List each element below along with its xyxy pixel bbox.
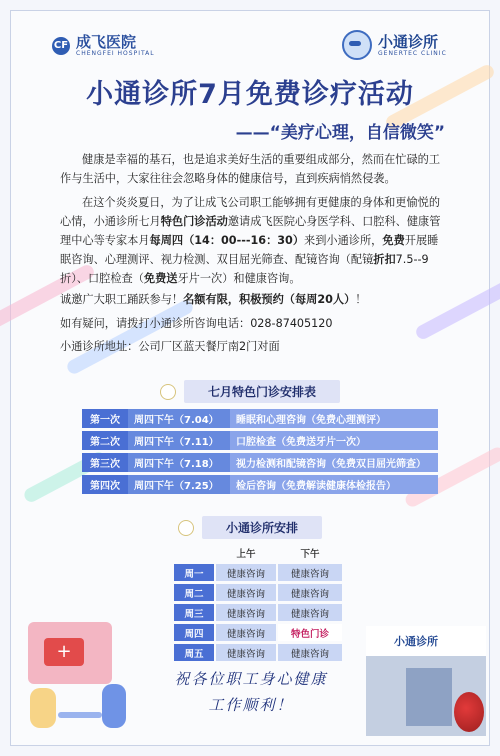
blessing-line-1: 祝各位职工身心健康	[174, 670, 328, 688]
poster-subtitle: ——“美疗心理，自信微笑”	[235, 123, 445, 143]
schedule-round: 第一次	[82, 409, 128, 428]
clinic-day: 周四	[174, 624, 214, 641]
clinic-name: 小通诊所	[378, 32, 439, 51]
clinic-row	[174, 564, 342, 581]
desk-shape	[58, 712, 102, 718]
person-figure	[30, 688, 56, 728]
mascot-icon	[342, 30, 372, 60]
clinic-morning: 健康咨询	[216, 584, 276, 601]
activity-paragraph: 在这个炎炎夏日，为了让成飞公司职工能够拥有更健康的身体和更愉悦的心情，小通诊所七月特色门诊活动邀请成飞医院心身医学科、口腔科、健康管理中心等专家本月每周四（14：00---16：30）来到小通诊所，免费开展睡眠咨询、心理测评、视力检测、双目屈光筛查、配镜咨询（配镜折扣7.5--9折）、口腔检查（免费送牙片一次）和健康咨询。	[60, 196, 441, 285]
photo-signboard: 小通诊所	[366, 626, 486, 656]
schedule-item: 口腔检查（免费送牙片一次）	[230, 431, 438, 450]
schedule-round: 第二次	[82, 431, 128, 450]
morning-header: 上午	[236, 549, 256, 560]
schedule-item: 检后咨询（免费解读健康体检报告）	[230, 475, 438, 494]
schedule-item: 睡眠和心理咨询（免费心理测评）	[230, 409, 438, 428]
clinic-afternoon: 健康咨询	[278, 644, 342, 661]
clinic-morning: 健康咨询	[216, 564, 276, 581]
schedule-heading: 七月特色门诊安排表	[0, 380, 500, 403]
clinic-row	[174, 604, 342, 621]
clinic-table	[172, 542, 344, 664]
intro-paragraph: 健康是幸福的基石，也是追求美好生活的重要组成部分，然而在忙碌的工作与生活中，大家往往会忽略身体的健康信号，直到疾病悄然侵袭。	[60, 153, 441, 185]
afternoon-header: 下午	[300, 549, 320, 560]
schedule-item: 视力检测和配镜咨询（免费双目屈光筛查）	[230, 453, 438, 472]
schedule-table	[82, 406, 438, 497]
clinic-afternoon: 健康咨询	[278, 564, 342, 581]
clinic-row	[174, 584, 342, 601]
clinic-row	[174, 624, 342, 641]
schedule-round: 第四次	[82, 475, 128, 494]
schedule-round: 第三次	[82, 453, 128, 472]
photo-door	[406, 668, 452, 726]
clinic-afternoon: 健康咨询	[278, 604, 342, 621]
flower-icon	[178, 520, 194, 536]
clinic-heading: 小通诊所安排	[0, 516, 500, 539]
clinic-afternoon: 特色门诊	[278, 624, 342, 641]
schedule-row	[82, 431, 438, 450]
schedule-date: 周四下午（7.11）	[128, 431, 230, 450]
chengfei-hospital-logo	[52, 34, 155, 57]
schedule-row	[82, 475, 438, 494]
clinic-morning: 健康咨询	[216, 624, 276, 641]
clinic-morning: 健康咨询	[216, 604, 276, 621]
hospital-name-en: CHENGFEI HOSPITAL	[76, 50, 155, 57]
clinic-logo	[342, 30, 447, 60]
empty-header	[174, 545, 214, 561]
doctor-illustration	[22, 618, 140, 736]
flower-icon	[160, 384, 176, 400]
chengfei-logo-icon: CF	[52, 37, 70, 55]
clinic-afternoon: 健康咨询	[278, 584, 342, 601]
clinic-day: 周二	[174, 584, 214, 601]
clinic-photo	[366, 626, 486, 736]
schedule-date: 周四下午（7.18）	[128, 453, 230, 472]
blessing-line-2: 工作顺利！	[208, 696, 294, 714]
phone-text: 如有疑问，请拨打小通诊所咨询电话：028-87405120	[60, 317, 333, 330]
clinic-day: 周一	[174, 564, 214, 581]
hospital-name: 成飞医院	[76, 33, 137, 51]
poster-title: 小通诊所7月免费诊疗活动	[86, 79, 414, 110]
schedule-row	[82, 453, 438, 472]
clinic-day: 周五	[174, 644, 214, 661]
schedule-row	[82, 409, 438, 428]
schedule-date: 周四下午（7.25）	[128, 475, 230, 494]
clinic-name-en: GENERTEC CLINIC	[378, 49, 447, 57]
clinic-morning: 健康咨询	[216, 644, 276, 661]
clinic-day: 周三	[174, 604, 214, 621]
address-text: 小通诊所地址：公司厂区蓝天餐厅南2门对面	[60, 340, 280, 353]
person-figure	[102, 684, 126, 728]
schedule-date: 周四下午（7.04）	[128, 409, 230, 428]
medical-kit-icon: +	[44, 638, 84, 666]
invitation-text: 诚邀广大职工踊跃参与！名额有限，积极预约（每周20人）！	[60, 293, 367, 306]
flower-basket	[454, 692, 484, 732]
clinic-row	[174, 644, 342, 661]
